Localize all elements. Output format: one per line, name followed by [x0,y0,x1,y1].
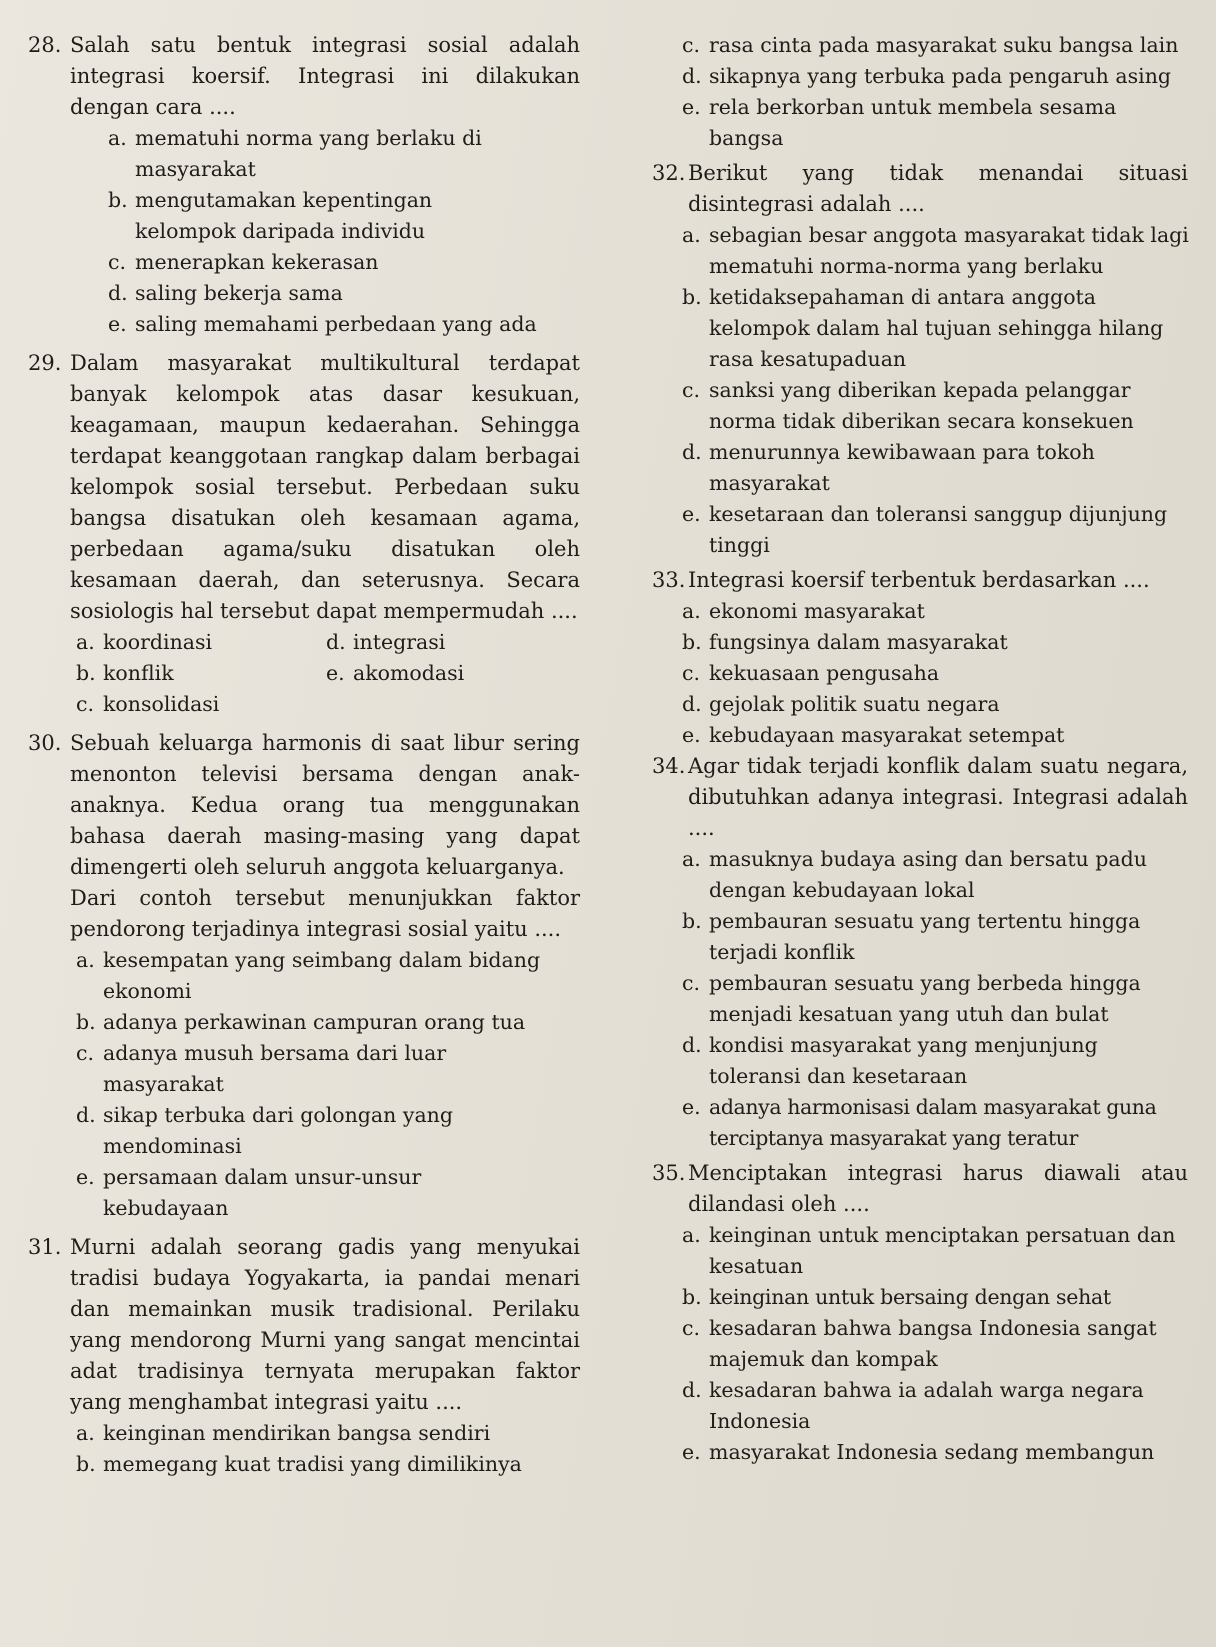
question-text: Salah satu bentuk integrasi sosial adalah integrasi koersif. Integrasi ini dilakukan dengan cara .... [70,33,580,119]
option-a[interactable] [652,220,1200,282]
option-text: sikapnya yang terbuka pada pengaruh asing [709,64,1172,88]
option-text: saling bekerja sama [135,281,343,305]
question-number: 35. [652,1161,686,1185]
option-text: fungsinya dalam masyarakat [709,630,1008,654]
option-b[interactable] [76,658,326,689]
option-letter: b. [682,285,702,309]
question-text: Berikut yang tidak menandai situasi disintegrasi adalah .... [688,161,1188,216]
option-letter: d. [682,1033,702,1057]
option-text: keinginan untuk menciptakan persatuan dan kesatuan [709,1223,1176,1278]
option-text: menerapkan kekerasan [135,250,379,274]
option-letter: b. [76,661,96,685]
option-text: kesadaran bahwa ia adalah warga negara Indonesia [709,1378,1144,1433]
question-text: Menciptakan integrasi harus diawali atau dilandasi oleh .... [688,1161,1188,1216]
option-d[interactable] [652,61,1200,92]
question-text: Agar tidak terjadi konflik dalam suatu negara, dibutuhkan adanya integrasi. Integrasi adalah .... [688,754,1188,840]
option-letter: a. [682,223,701,247]
option-letter: b. [76,1452,96,1476]
option-e[interactable] [28,309,618,340]
option-letter: a. [76,630,95,654]
option-letter: e. [326,661,345,685]
option-letter: e. [682,502,701,526]
option-text: pembauran sesuatu yang berbeda hingga menjadi kesatuan yang utuh dan bulat [709,971,1141,1026]
option-text: kesadaran bahwa bangsa Indonesia sangat majemuk dan kompak [709,1316,1157,1371]
option-text: akomodasi [353,661,465,685]
option-text: adanya perkawinan campuran orang tua [103,1010,526,1034]
left-column [28,30,618,1480]
option-letter: c. [108,250,126,274]
option-letter: a. [76,1421,95,1445]
question-number: 30. [28,731,62,755]
option-a[interactable] [28,123,618,185]
question-31 [28,1232,618,1480]
question-33 [652,565,1200,751]
option-text: masuknya budaya asing dan bersatu padu dengan kebudayaan lokal [709,847,1147,902]
option-letter: b. [682,630,702,654]
option-text: mengutamakan kepentingan kelompok daripada individu [135,188,433,243]
question-number: 32. [652,161,686,185]
option-text: kebudayaan masyarakat setempat [709,723,1065,747]
option-letter: e. [682,1095,701,1119]
option-text: persamaan dalam unsur-unsur kebudayaan [103,1165,422,1220]
option-letter: d. [682,64,702,88]
option-letter: e. [108,312,127,336]
right-column [652,30,1200,1468]
question-34 [652,751,1200,1154]
question-32 [652,158,1200,561]
option-c[interactable] [652,968,1200,1030]
question-text: Dalam masyarakat multikultural terdapat banyak kelompok atas dasar kesukuan, keagamaan, maupun kedaerahan. Sehingga terdapat keanggotaan rangkap dalam berbagai kelompok sosial tersebut. Perbedaan suku bangsa disatukan oleh kesamaan agama, perbedaan agama/suku disatukan oleh kesamaan daerah, dan seterusnya. Secara sosiologis hal tersebut dapat mempermudah .... [70,351,580,623]
option-text: mematuhi norma yang berlaku di masyarakat [135,126,482,181]
option-b[interactable] [652,627,1200,658]
option-a[interactable] [652,844,1200,906]
option-a[interactable] [28,1418,618,1449]
option-text: menurunnya kewibawaan para tokoh masyarakat [709,440,1095,495]
option-letter: a. [682,847,701,871]
option-letter: d. [682,440,702,464]
option-letter: b. [76,1010,96,1034]
question-28 [28,30,618,340]
option-e[interactable] [652,1092,1200,1154]
option-grid [28,627,618,720]
option-text: integrasi [353,630,446,654]
option-text: sebagian besar anggota masyarakat tidak lagi mematuhi norma-norma yang berlaku [709,223,1189,278]
option-b[interactable] [28,185,618,247]
option-text: gejolak politik suatu negara [709,692,1000,716]
option-text: adanya musuh bersama dari luar masyarakat [103,1041,447,1096]
option-letter: a. [682,1223,701,1247]
option-d[interactable] [326,627,586,658]
option-letter: c. [682,1316,700,1340]
question-28-continued [652,30,1200,154]
question-number: 29. [28,351,62,375]
question-35 [652,1158,1200,1468]
option-letter: c. [682,378,700,402]
question-text: Murni adalah seorang gadis yang menyukai tradisi budaya Yogyakarta, ia pandai menari dan memainkan musik tradisional. Perilaku yang mendorong Murni yang sangat mencintai adat tradisinya ternyata merupakan faktor yang menghambat integrasi yaitu .... [70,1235,580,1414]
question-30 [28,728,618,1224]
option-letter: d. [108,281,128,305]
option-e[interactable] [326,658,586,689]
question-number: 28. [28,33,62,57]
option-e[interactable] [652,1437,1200,1468]
option-d[interactable] [652,1375,1200,1437]
question-prompt: Dari contoh tersebut menunjukkan faktor pendorong terjadinya integrasi sosial yaitu .... [70,886,580,941]
option-letter: c. [682,33,700,57]
option-a[interactable] [652,1220,1200,1282]
option-c[interactable] [28,1038,618,1100]
option-letter: a. [76,948,95,972]
option-letter: d. [682,1378,702,1402]
option-text: masyarakat Indonesia sedang membangun [709,1440,1155,1464]
option-e[interactable] [652,499,1200,561]
option-a[interactable] [28,945,618,1007]
option-letter: b. [682,1285,702,1309]
question-number: 31. [28,1235,62,1259]
option-c[interactable] [76,689,326,720]
option-b[interactable] [28,1449,618,1480]
option-a[interactable] [652,596,1200,627]
option-text: keinginan untuk bersaing dengan sehat [709,1285,1111,1309]
option-text: keinginan mendirikan bangsa sendiri [103,1421,491,1445]
option-d[interactable] [28,278,618,309]
question-text: Integrasi koersif terbentuk berdasarkan .... [688,568,1150,592]
option-text: memegang kuat tradisi yang dimilikinya [103,1452,522,1476]
option-d[interactable] [652,437,1200,499]
option-c[interactable] [652,30,1200,61]
option-b[interactable] [652,1282,1200,1313]
option-text: adanya harmonisasi dalam masyarakat guna terciptanya masyarakat yang teratur [709,1095,1157,1150]
option-b[interactable] [652,282,1200,375]
option-e[interactable] [28,1162,618,1224]
question-number: 33. [652,568,686,592]
option-letter: e. [76,1165,95,1189]
option-letter: d. [682,692,702,716]
option-e[interactable] [652,720,1200,751]
option-letter: b. [682,909,702,933]
option-text: konsolidasi [103,692,220,716]
option-letter: d. [76,1103,96,1127]
option-text: konflik [103,661,174,685]
option-letter: c. [76,1041,94,1065]
option-text: kekuasaan pengusaha [709,661,940,685]
option-text: ketidaksepahaman di antara anggota kelompok dalam hal tujuan sehingga hilang rasa kesatupaduan [709,285,1164,371]
option-a[interactable] [76,627,326,658]
question-number: 34. [652,754,686,778]
option-letter: a. [108,126,127,150]
option-letter: d. [326,630,346,654]
option-letter: c. [682,661,700,685]
question-text: Sebuah keluarga harmonis di saat libur sering menonton televisi bersama dengan anak-anaknya. Kedua orang tua menggunakan bahasa daerah masing-masing yang dapat dimengerti oleh seluruh anggota keluarganya. [70,731,580,879]
option-letter: c. [682,971,700,995]
option-letter: e. [682,1440,701,1464]
option-d[interactable] [652,1030,1200,1092]
option-letter: b. [108,188,128,212]
option-c[interactable] [28,247,618,278]
option-text: kesempatan yang seimbang dalam bidang ekonomi [103,948,541,1003]
option-letter: c. [76,692,94,716]
option-text: kondisi masyarakat yang menjunjung toleransi dan kesetaraan [709,1033,1098,1088]
option-d[interactable] [652,689,1200,720]
option-e[interactable] [652,92,1200,154]
option-letter: e. [682,723,701,747]
option-text: ekonomi masyarakat [709,599,925,623]
option-text: pembauran sesuatu yang tertentu hingga terjadi konflik [709,909,1141,964]
option-b[interactable] [652,906,1200,968]
option-text: saling memahami perbedaan yang ada [135,312,537,336]
option-text: sanksi yang diberikan kepada pelanggar norma tidak diberikan secara konsekuen [709,378,1134,433]
option-text: koordinasi [103,630,213,654]
option-letter: a. [682,599,701,623]
option-c[interactable] [652,375,1200,437]
option-letter: e. [682,95,701,119]
option-d[interactable] [28,1100,618,1162]
option-c[interactable] [652,658,1200,689]
option-text: rela berkorban untuk membela sesama bangsa [709,95,1117,150]
option-b[interactable] [28,1007,618,1038]
option-text: rasa cinta pada masyarakat suku bangsa lain [709,33,1179,57]
option-text: sikap terbuka dari golongan yang mendominasi [103,1103,453,1158]
question-29 [28,348,618,720]
option-c[interactable] [652,1313,1200,1375]
option-text: kesetaraan dan toleransi sanggup dijunjung tinggi [709,502,1168,557]
